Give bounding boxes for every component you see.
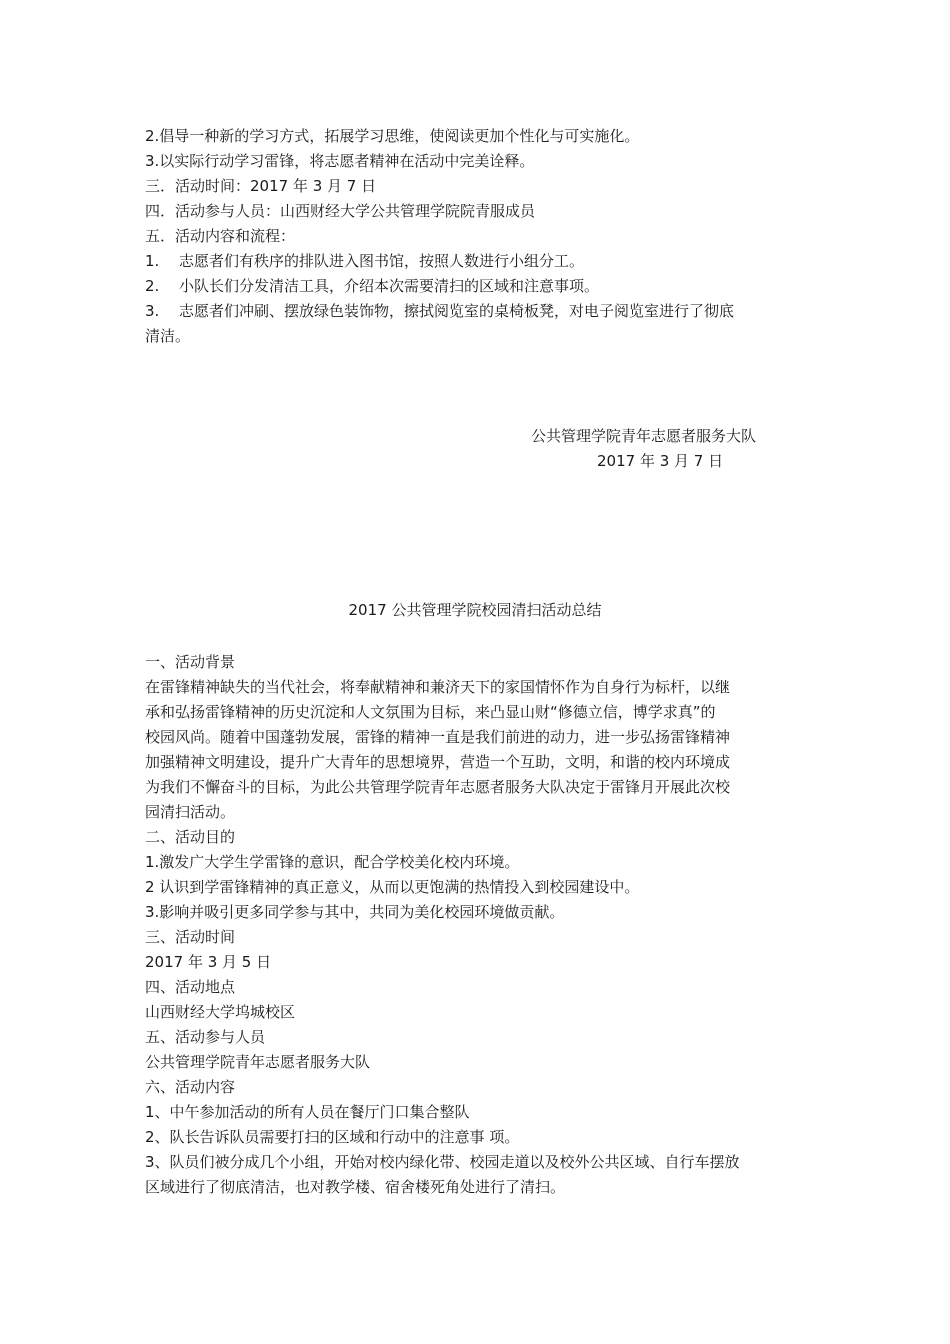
background-line: 校园风尚。随着中国蓬勃发展，雷锋的精神一直是我们前进的动力，进一步弘扬雷锋精神	[145, 728, 731, 746]
step-item	[145, 274, 810, 299]
background-line: 加强精神文明建设，提升广大青年的思想境界，营造一个互助，文明，和谐的校内环境成	[145, 753, 731, 771]
step-number: 1.	[145, 252, 160, 270]
time-value: 2017 年 3 月 5 日	[145, 953, 272, 971]
section-heading-content: 六、活动内容	[145, 1078, 236, 1096]
content-item: 3、队员们被分成几个小组，开始对校内绿化带、校园走道以及校外公共区域、自行车摆放	[145, 1153, 740, 1171]
step-text: 志愿者们有秩序的排队进入图书馆，按照人数进行小组分工。	[179, 252, 585, 270]
section-heading-place: 四、活动地点	[145, 978, 236, 996]
activity-time: 三．活动时间：2017 年 3 月 7 日	[145, 177, 377, 195]
people-value: 公共管理学院青年志愿者服务大队	[145, 1053, 371, 1071]
step-text: 志愿者们冲刷、摆放绿色装饰物，擦拭阅览室的桌椅板凳，对电子阅览室进行了彻底	[179, 302, 735, 320]
signature-date: 2017 年 3 月 7 日	[597, 452, 724, 470]
aim-item: 2.倡导一种新的学习方式，拓展学习思维，使阅读更加个性化与可实施化。	[145, 127, 640, 145]
content-item: 2、队长告诉队员需要打扫的区域和行动中的注意事 项。	[145, 1128, 520, 1146]
place-value: 山西财经大学坞城校区	[145, 1003, 296, 1021]
section-heading-time: 三、活动时间	[145, 928, 236, 946]
step-item	[145, 249, 810, 274]
background-line: 在雷锋精神缺失的当代社会，将奉献精神和兼济天下的家国情怀作为自身行为标杆，以继	[145, 678, 731, 696]
goal-item: 3.影响并吸引更多同学参与其中，共同为美化校园环境做贡献。	[145, 903, 565, 921]
background-line: 为我们不懈奋斗的目标，为此公共管理学院青年志愿者服务大队决定于雷锋月开展此次校	[145, 778, 731, 796]
background-line: 园清扫活动。	[145, 803, 236, 821]
step-continuation: 清洁。	[145, 327, 191, 345]
step-number: 2.	[145, 277, 160, 295]
content-item: 1、中午参加活动的所有人员在餐厅门口集合整队	[145, 1103, 470, 1121]
activity-participants: 四．活动参与人员：山西财经大学公共管理学院院青服成员	[145, 202, 536, 220]
section-heading-background: 一、活动背景	[145, 653, 236, 671]
aim-item: 3.以实际行动学习雷锋，将志愿者精神在活动中完美诠释。	[145, 152, 535, 170]
step-item	[145, 299, 810, 324]
signature-org: 公共管理学院青年志愿者服务大队	[531, 427, 757, 445]
step-text: 小队长们分发清洁工具，介绍本次需要清扫的区域和注意事项。	[179, 277, 600, 295]
section-heading-people: 五、活动参与人员	[145, 1028, 266, 1046]
summary-title: 2017 公共管理学院校园清扫活动总结	[348, 601, 602, 619]
section-heading-goals: 二、活动目的	[145, 828, 236, 846]
background-line: 承和弘扬雷锋精神的历史沉淀和人文氛围为目标，来凸显山财“修德立信，博学求真”的	[145, 703, 716, 721]
goal-item: 2 认识到学雷锋精神的真正意义，从而以更饱满的热情投入到校园建设中。	[145, 878, 640, 896]
step-number: 3.	[145, 302, 160, 320]
goal-item: 1.激发广大学生学雷锋的意识，配合学校美化校内环境。	[145, 853, 520, 871]
content-item: 区域进行了彻底清洁，也对教学楼、宿舍楼死角处进行了清扫。	[145, 1178, 566, 1196]
content-heading: 五．活动内容和流程：	[145, 227, 296, 245]
